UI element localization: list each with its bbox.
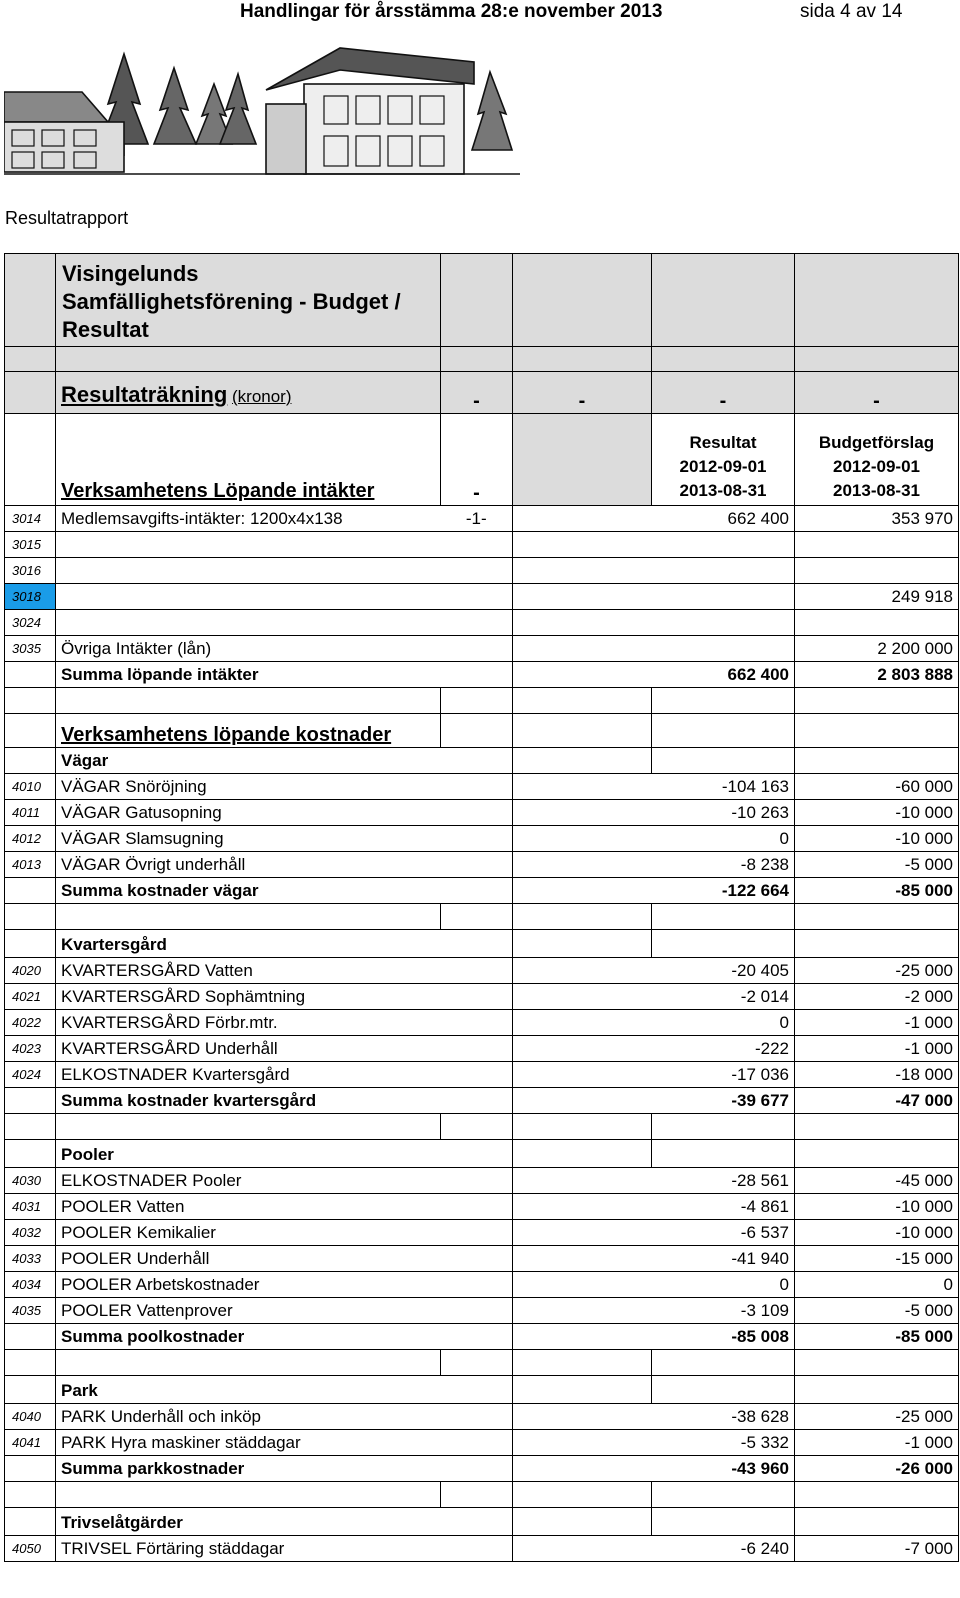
account-code: 3024 [5, 610, 56, 636]
table-row [5, 558, 959, 584]
dash: - [795, 372, 959, 414]
cost-heading-text: Verksamhetens löpande kostnader [61, 724, 392, 746]
budget-value: -60 000 [795, 774, 959, 800]
account-code: 4021 [5, 984, 56, 1010]
table-row [5, 1404, 959, 1430]
sum-label: Summa parkkostnader [56, 1456, 441, 1482]
account-label: VÄGAR Övrigt underhåll [56, 852, 441, 878]
table-row [5, 1298, 959, 1324]
dash: - [652, 372, 795, 414]
spacer-row [5, 904, 959, 930]
result-value: -6 537 [652, 1220, 795, 1246]
account-code: 3018 [5, 584, 56, 610]
budget-value [795, 558, 959, 584]
spacer-row [5, 1482, 959, 1508]
result-value: 662 400 [652, 506, 795, 532]
sum-budget: -47 000 [795, 1088, 959, 1114]
sum-budget: -26 000 [795, 1456, 959, 1482]
table-row [5, 636, 959, 662]
account-code: 3015 [5, 532, 56, 558]
budget-value: -5 000 [795, 1298, 959, 1324]
result-value: -4 861 [652, 1194, 795, 1220]
result-value: -222 [652, 1036, 795, 1062]
section-heading-row [5, 1140, 959, 1168]
budget-value: -10 000 [795, 826, 959, 852]
table-row [5, 1168, 959, 1194]
table-row [5, 610, 959, 636]
account-label: ELKOSTNADER Pooler [56, 1168, 441, 1194]
budget-value: -2 000 [795, 984, 959, 1010]
income-heading: Verksamhetens Löpande intäkter [56, 414, 441, 506]
account-label: Medlemsavgifts-intäkter: 1200x4x138 [56, 506, 441, 532]
account-label: Övriga Intäkter (lån) [56, 636, 441, 662]
account-label: KVARTERSGÅRD Vatten [56, 958, 441, 984]
account-code: 4011 [5, 800, 56, 826]
sum-result: -122 664 [652, 878, 795, 904]
rr-title: Resultaträkning [61, 382, 228, 407]
result-value [652, 532, 795, 558]
table-row [5, 1246, 959, 1272]
section-heading-row [5, 930, 959, 958]
result-value: -8 238 [652, 852, 795, 878]
table-row [5, 1010, 959, 1036]
sum-row [5, 1324, 959, 1350]
account-code: 3016 [5, 558, 56, 584]
result-value [652, 610, 795, 636]
sum-row [5, 662, 959, 688]
account-code: 4031 [5, 1194, 56, 1220]
result-value: -38 628 [652, 1404, 795, 1430]
section-heading: Vägar [56, 748, 441, 774]
account-code: 4032 [5, 1220, 56, 1246]
sum-label: Summa löpande intäkter [56, 662, 441, 688]
sum-result: -43 960 [652, 1456, 795, 1482]
result-value: -28 561 [652, 1168, 795, 1194]
budget-value: -1 000 [795, 1036, 959, 1062]
account-code: 4020 [5, 958, 56, 984]
table-title-row [5, 254, 959, 347]
result-column-header: Resultat 2012-09-01 2013-08-31 [652, 414, 795, 506]
account-code: 4050 [5, 1536, 56, 1562]
rr-title-row [5, 372, 959, 414]
table-row [5, 506, 959, 532]
result-value: -17 036 [652, 1062, 795, 1088]
budget-value: -45 000 [795, 1168, 959, 1194]
sum-result: -85 008 [652, 1324, 795, 1350]
account-label: PARK Underhåll och inköp [56, 1404, 441, 1430]
budget-value: -10 000 [795, 1220, 959, 1246]
budget-value: -18 000 [795, 1062, 959, 1088]
budget-value: -10 000 [795, 1194, 959, 1220]
result-value: -10 263 [652, 800, 795, 826]
cost-heading [56, 714, 441, 748]
budget-value: -5 000 [795, 852, 959, 878]
table-row [5, 958, 959, 984]
spacer-row [5, 1350, 959, 1376]
table-row [5, 1430, 959, 1456]
account-label: ELKOSTNADER Kvartersgård [56, 1062, 441, 1088]
page-number: sida 4 av 14 [800, 1, 903, 22]
account-label [56, 584, 441, 610]
budget-value: 249 918 [795, 584, 959, 610]
table-row [5, 826, 959, 852]
section-heading-row [5, 1376, 959, 1404]
account-label: KVARTERSGÅRD Sophämtning [56, 984, 441, 1010]
budget-value [795, 532, 959, 558]
budget-value: -25 000 [795, 958, 959, 984]
table-row [5, 1194, 959, 1220]
account-label: POOLER Kemikalier [56, 1220, 441, 1246]
result-value: -6 240 [652, 1536, 795, 1562]
spacer-row [5, 347, 959, 372]
table-row [5, 1220, 959, 1246]
section-heading: Kvartersgård [56, 930, 441, 958]
account-label: POOLER Vatten [56, 1194, 441, 1220]
note-ref [441, 584, 513, 610]
account-code: 3014 [5, 506, 56, 532]
sum-label: Summa poolkostnader [56, 1324, 441, 1350]
table-row [5, 852, 959, 878]
account-label: POOLER Vattenprover [56, 1298, 441, 1324]
section-heading-row [5, 1508, 959, 1536]
result-value: -104 163 [652, 774, 795, 800]
account-label: KVARTERSGÅRD Underhåll [56, 1036, 441, 1062]
table-row [5, 984, 959, 1010]
account-code: 4013 [5, 852, 56, 878]
budget-value: -7 000 [795, 1536, 959, 1562]
document-title: Handlingar för årsstämma 28:e november 2013 [240, 1, 663, 22]
association-logo-sketch [4, 44, 520, 182]
table-row [5, 1536, 959, 1562]
budget-value: 0 [795, 1272, 959, 1298]
result-table [4, 253, 959, 1562]
note-ref [441, 636, 513, 662]
result-value: -41 940 [652, 1246, 795, 1272]
result-value: -5 332 [652, 1430, 795, 1456]
account-label: POOLER Underhåll [56, 1246, 441, 1272]
dash: - [513, 372, 652, 414]
sum-row [5, 878, 959, 904]
budget-value: -25 000 [795, 1404, 959, 1430]
result-value: 0 [652, 1010, 795, 1036]
account-label [56, 532, 441, 558]
sum-row [5, 1088, 959, 1114]
account-code: 4023 [5, 1036, 56, 1062]
section-heading: Pooler [56, 1140, 441, 1168]
section-heading: Park [56, 1376, 441, 1404]
org-title: Visingelunds Samfällighetsförening - Budget / Resultat [56, 254, 441, 347]
budget-value: -1 000 [795, 1010, 959, 1036]
table-row [5, 1272, 959, 1298]
sum-result: -39 677 [652, 1088, 795, 1114]
sum-label: Summa kostnader vägar [56, 878, 441, 904]
result-value [652, 584, 795, 610]
account-code: 4041 [5, 1430, 56, 1456]
account-label: PARK Hyra maskiner städdagar [56, 1430, 441, 1456]
budget-value: -10 000 [795, 800, 959, 826]
table-row [5, 1036, 959, 1062]
table-row [5, 584, 959, 610]
result-value [652, 636, 795, 662]
account-code: 4040 [5, 1404, 56, 1430]
account-code: 4010 [5, 774, 56, 800]
report-label: Resultatrapport [5, 208, 129, 228]
rr-unit: (kronor) [232, 387, 292, 406]
account-label: VÄGAR Slamsugning [56, 826, 441, 852]
account-label: TRIVSEL Förtäring städdagar [56, 1536, 441, 1562]
note-ref: -1- [441, 506, 513, 532]
table-row [5, 774, 959, 800]
budget-value: -15 000 [795, 1246, 959, 1272]
dash: - [441, 414, 513, 506]
result-value: 0 [652, 1272, 795, 1298]
budget-value: 353 970 [795, 506, 959, 532]
account-code: 4022 [5, 1010, 56, 1036]
budget-value: -1 000 [795, 1430, 959, 1456]
budget-column-header: Budgetförslag 2012-09-01 2013-08-31 [795, 414, 959, 506]
account-code: 3035 [5, 636, 56, 662]
account-code: 4030 [5, 1168, 56, 1194]
sum-budget: -85 000 [795, 878, 959, 904]
column-header-row [5, 414, 959, 506]
account-code: 4033 [5, 1246, 56, 1272]
table-row [5, 800, 959, 826]
section-heading: Trivselåtgärder [56, 1508, 441, 1536]
account-label: VÄGAR Snöröjning [56, 774, 441, 800]
result-value [652, 558, 795, 584]
account-code: 4024 [5, 1062, 56, 1088]
budget-value: 2 200 000 [795, 636, 959, 662]
budget-value [795, 610, 959, 636]
page-header [0, 0, 960, 28]
account-label: VÄGAR Gatusopning [56, 800, 441, 826]
note-ref [441, 532, 513, 558]
sum-budget: -85 000 [795, 1324, 959, 1350]
sum-label: Summa kostnader kvartersgård [56, 1088, 441, 1114]
sum-row [5, 1456, 959, 1482]
result-value: -2 014 [652, 984, 795, 1010]
result-value: -3 109 [652, 1298, 795, 1324]
account-label: KVARTERSGÅRD Förbr.mtr. [56, 1010, 441, 1036]
cost-heading-row [5, 714, 959, 748]
note-ref [441, 558, 513, 584]
spacer-row [5, 688, 959, 714]
sum-budget: 2 803 888 [795, 662, 959, 688]
account-label [56, 610, 441, 636]
account-label [56, 558, 441, 584]
spacer-row [5, 1114, 959, 1140]
result-value: 0 [652, 826, 795, 852]
note-ref [441, 610, 513, 636]
account-code: 4012 [5, 826, 56, 852]
section-heading-row [5, 748, 959, 774]
table-row [5, 532, 959, 558]
account-code: 4034 [5, 1272, 56, 1298]
account-code: 4035 [5, 1298, 56, 1324]
dash: - [441, 372, 513, 414]
account-label: POOLER Arbetskostnader [56, 1272, 441, 1298]
result-value: -20 405 [652, 958, 795, 984]
sum-result: 662 400 [652, 662, 795, 688]
table-row [5, 1062, 959, 1088]
